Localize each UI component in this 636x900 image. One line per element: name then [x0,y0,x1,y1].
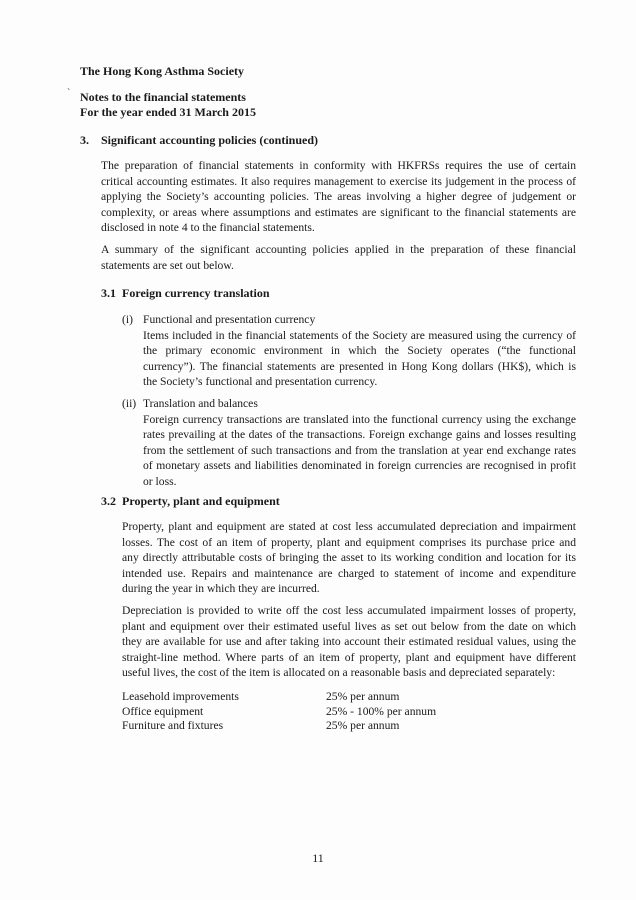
list-item-label: (i) [122,313,133,326]
section-3-1-heading: 3.1 Foreign currency translation [101,286,270,300]
paragraph-line: The preparation of financial statements in conformity with HKFRSs requires the use of certain [101,159,576,172]
functional-currency-item [143,312,576,390]
section-3-number: 3. [80,133,89,147]
depreciation-rate: 25% - 100% per annum [326,704,437,718]
paragraph-line: from the settlement of such transactions and from the translation at year end exchange rates [143,443,576,457]
paragraph-line: useful lives, the cost of the item is allocated on a reasonable basis and depreciated separately: [122,666,556,680]
paragraph-line: A summary of the significant accounting policies applied in the preparation of these financial [101,243,576,256]
item-title: Functional and presentation currency [143,313,316,326]
rate-row [122,719,542,734]
item-title: Translation and balances [143,397,258,410]
paragraph-line: applying the Society’s accounting policies. The areas involving a higher degree of judgement or [101,190,576,204]
paragraph-line: during the year in which they are incurred. [122,582,320,596]
asset-class: Furniture and fixtures [122,719,224,733]
depreciation-rate: 25% per annum [326,690,400,703]
section-3-paragraph-1 [101,158,576,236]
paragraph-line: intended use. Repairs and maintenance are charged to statement of income and expenditure [122,566,576,580]
section-3-2-heading: 3.2 Property, plant and equipment [101,494,280,508]
paragraph-line: Foreign currency transactions are translated into the functional currency using the exchange [143,412,576,426]
paragraph-line: disclosed in note 4 to the financial statements. [101,221,315,235]
section-3-2-paragraph-1 [122,519,576,597]
statement-title: Notes to the financial statements [80,90,246,104]
paragraph-line: of monetary assets and liabilities denominated in foreign currencies are recognised in profit [143,459,576,473]
paragraph-line: currency”). The financial statements are presented in Hong Kong dollars (HK$), which is [143,359,576,373]
paragraph-line: the primary economic environment in which the Society operates (“the functional [143,344,576,358]
paragraph-line: or loss. [143,474,177,488]
paragraph-line: complexity, or areas where assumptions and estimates are significant to the financial statements are [101,205,576,219]
paragraph-line: Property, plant and equipment are stated at cost less accumulated depreciation and impairment [122,520,576,533]
paragraph-line: Depreciation is provided to write off the cost less accumulated impairment losses of property, [122,604,576,617]
statement-period: For the year ended 31 March 2015 [80,105,256,119]
rate-row [122,690,542,705]
paragraph-line: statements are set out below. [101,258,234,272]
depreciation-rates-table [122,690,542,734]
paragraph-line: plant and equipment over their estimated useful lives as set out below from the date on which [122,619,576,633]
paragraph-line: rates prevailing at the dates of the transactions. Foreign exchange gains and losses resulting [143,428,576,442]
paragraph-line: the Society’s functional and presentation currency. [143,375,378,389]
depreciation-rate: 25% per annum [326,719,400,733]
paragraph-line: losses. The cost of an item of property, plant and equipment comprises its purchase price and [122,535,576,549]
section-3-heading: Significant accounting policies (continued) [101,133,319,147]
list-item-label: (ii) [122,397,137,410]
section-3-paragraph-2 [101,242,576,273]
stray-mark: ` [67,88,71,99]
section-3-2-paragraph-2 [122,603,576,681]
paragraph-line: straight-line method. Where parts of an item of property, plant and equipment have different [122,650,576,664]
organization-name: The Hong Kong Asthma Society [80,64,245,78]
asset-class: Office equipment [122,704,204,718]
page-number: 11 [312,851,324,865]
rate-row [122,705,542,720]
paragraph-line: they are available for use and after taking into account their estimated residual values, using the [122,635,576,649]
paragraph-line: critical accounting estimates. It also requires management to exercise its judgement in the process of [101,174,576,188]
translation-balances-item [143,396,576,490]
paragraph-line: Items included in the financial statements of the Society are measured using the currency of [143,328,576,342]
paragraph-line: any directly attributable costs of bringing the asset to its working condition and location for its [122,551,576,565]
asset-class: Leasehold improvements [122,690,239,703]
